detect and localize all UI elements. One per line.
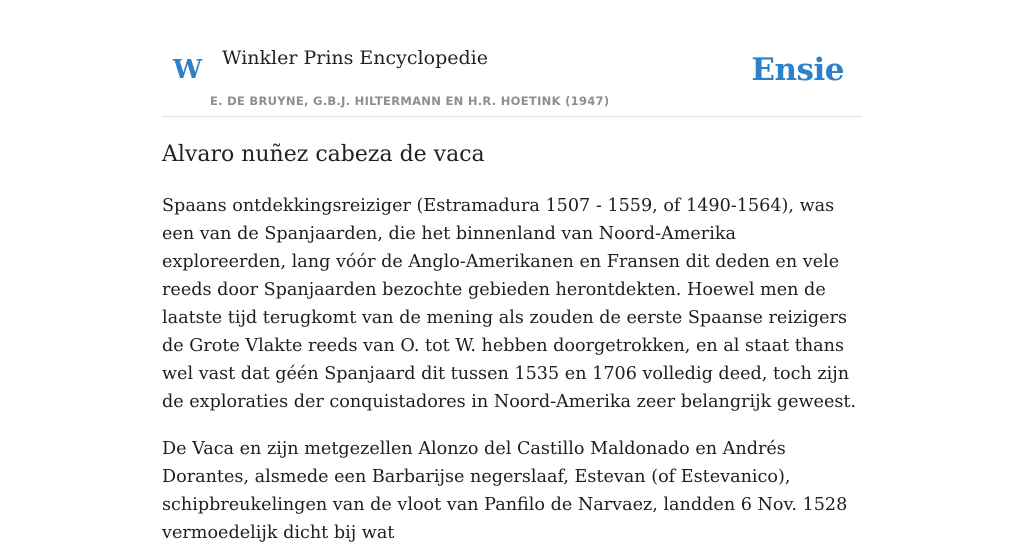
article-paragraph: Spaans ontdekkingsreiziger (Estramadura 1507 - 1559, of 1490-1564), was een van de Spanjaarden, die het binnenland van Noord-Amerika exploreerden, lang vóór de Anglo-Amerikanen en Fransen dit deden en vele reeds door Spanjaarden bezochte gebieden herontdekten. Hoewel men de laatste tijd terugkomt van de mening als zouden de eerste Spaanse reizigers de Grote Vlakte reeds van O. tot W. hebben doorgetrokken, en al staat thans wel vast dat géén Spanjaard dit tussen 1535 en 1706 volledig deed, toch zijn de exploraties der conquistadores in Noord-Amerika zeer belangrijk geweest. xyxy=(162,196,857,412)
ensie-logo-link[interactable]: Ensie xyxy=(751,52,844,88)
article xyxy=(162,137,862,547)
source-authors: E. DE BRUYNE, G.B.J. HILTERMANN EN H.R. HOETINK (1947) xyxy=(210,94,610,108)
article-paragraph: De Vaca en zijn metgezellen Alonzo del Castillo Maldonado en Andrés Dorantes, alsmede een Barbarijse negerslaaf, Estevan (of Estevanico), schipbreukelingen van de vloot van Panfilo de Narvaez, landden 6 Nov. 1528 vermoedelijk dicht bij wat xyxy=(162,439,848,543)
source-header xyxy=(162,0,862,117)
source-title[interactable]: Winkler Prins Encyclopedie xyxy=(222,47,488,69)
article-title: Alvaro nuñez cabeza de vaca xyxy=(162,142,485,167)
source-logo-link[interactable]: W xyxy=(173,55,203,85)
